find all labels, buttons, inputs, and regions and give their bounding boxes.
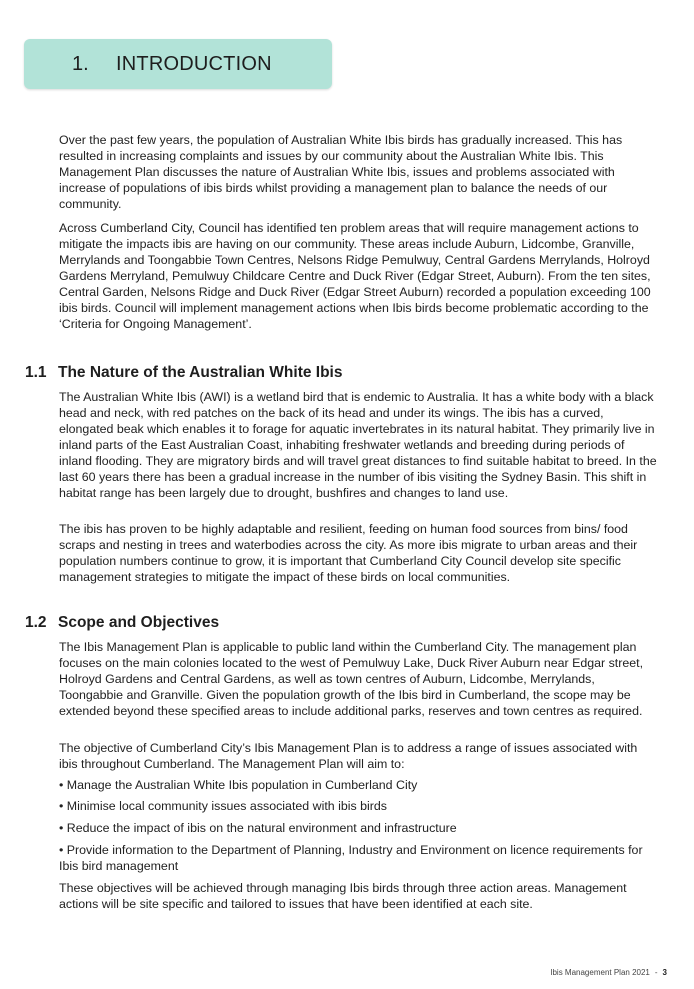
list-item: • Reduce the impact of ibis on the natural environment and infrastructure <box>59 821 457 835</box>
list-item: • Manage the Australian White Ibis population in Cumberland City <box>59 778 418 792</box>
page-footer <box>550 968 667 977</box>
section-title: Scope and Objectives <box>58 614 220 631</box>
footer-title: Ibis Management Plan 2021 <box>550 968 650 977</box>
scope-paragraph-2: The objective of Cumberland City’s Ibis Management Plan is to address a range of issues associated with ibis throughout Cumberland. The Management Plan will aim to: <box>59 741 638 771</box>
section-number: 1.1 <box>25 364 47 381</box>
footer-separator: - <box>654 968 658 977</box>
nature-paragraph-1: The Australian White Ibis (AWI) is a wetland bird that is endemic to Australia. It has a white body with a black head and neck, with red patches on the back of its head and under its wings. The ibis has a curved, elongated beak which enables it to forage for aquatic invertebrates in its natural habitat. They primarily live in inland parts of the East Australian Coast, inhabiting freshwater wetlands and breeding during periods of inland flooding. They are migratory birds and will travel great distances to find suitable habitat to breed. In the last 60 years there has been a gradual increase in the number of ibis visiting the Sydney Basin. This shift in habitat range has been largely due to drought, bushfires and changes to land use. <box>59 390 657 500</box>
page-number: 3 <box>662 968 667 977</box>
list-item: • Provide information to the Department of Planning, Industry and Environment on licence requirements for Ibis bird management <box>59 843 643 873</box>
nature-paragraph-2: The ibis has proven to be highly adaptable and resilient, feeding on human food sources from bins/ food scraps and nesting in trees and waterbodies across the city. As more ibis migrate to urban areas and their population numbers continue to grow, it is important that Cumberland City Council develop site specific management strategies to mitigate the impact of these birds on local communities. <box>59 522 638 584</box>
list-item: • Minimise local community issues associated with ibis birds <box>59 799 387 813</box>
intro-paragraph-2: Across Cumberland City, Council has identified ten problem areas that will require management actions to mitigate the impacts ibis are having on our community. These areas include Auburn, Lidcombe, Granville, Merrylands and Toongabbie Town Centres, Nelsons Ridge Pemulwuy, Central Gardens Merrylands, Holroyd Gardens Merryland, Pemulwuy Childcare Centre and Duck River (Edgar Street, Auburn). From the ten sites, Central Garden, Nelsons Ridge and Duck River (Edgar Street Auburn) recorded a population exceeding 100 ibis birds. Council will implement management actions when Ibis birds become problematic according to the ‘Criteria for Ongoing Management’. <box>59 221 651 331</box>
section-title: The Nature of the Australian White Ibis <box>58 364 343 381</box>
intro-paragraph-1: Over the past few years, the population of Australian White Ibis birds has gradually increased. This has resulted in increasing complaints and issues by our community about the Australian White Ibis. This Management Plan discusses the nature of Australian White Ibis, issues and problems associated with increase of populations of ibis birds whilst providing a management plan to balance the needs of our community. <box>59 133 623 211</box>
section-heading-1-2 <box>25 614 219 632</box>
section-banner <box>24 39 332 89</box>
section-heading-1-1 <box>25 364 342 382</box>
scope-paragraph-3: These objectives will be achieved through managing Ibis birds through three action areas. Management actions will be site specific and tailored to issues that have been identified at each site. <box>59 881 627 911</box>
banner-number: 1. <box>72 53 89 75</box>
section-number: 1.2 <box>25 614 47 631</box>
scope-paragraph-1: The Ibis Management Plan is applicable to public land within the Cumberland City. The management plan focuses on the main colonies located to the west of Pemulwuy Lake, Duck River Auburn near Edgar street, Holroyd Gardens and Central Gardens, as well as town centres of Auburn, Lidcombe, Merrylands, Toongabbie and Granville. Given the population growth of the Ibis bird in Cumberland, the scope may be extended beyond these specified areas to include additional parks, reserves and town centres as required. <box>59 640 644 718</box>
banner-title: INTRODUCTION <box>116 53 272 75</box>
